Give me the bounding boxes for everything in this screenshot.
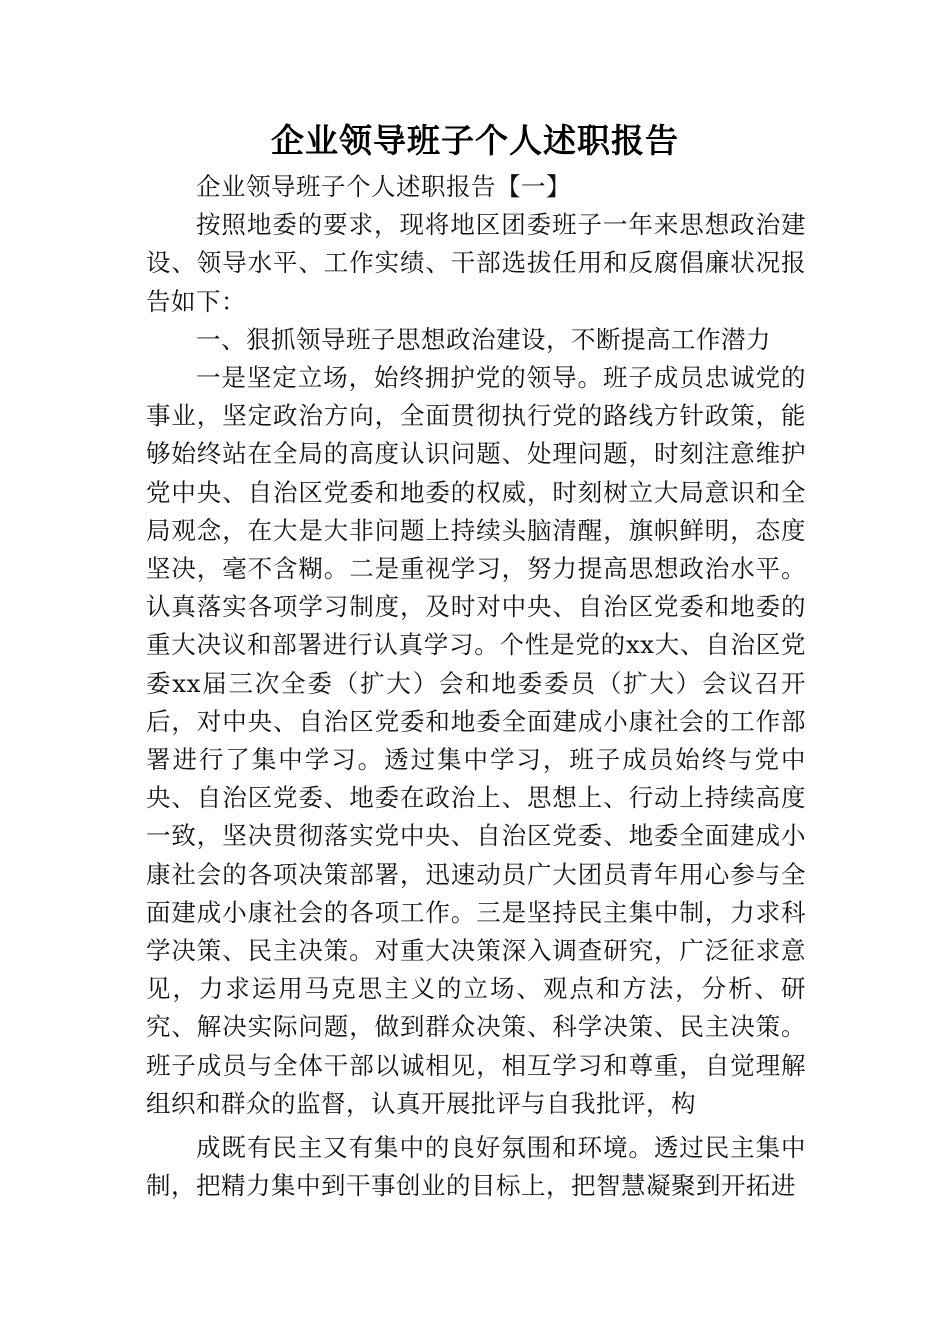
continuation-paragraph: 成既有民主又有集中的良好氛围和环境。透过民主集中制，把精力集中到干事创业的目标上，把智慧凝聚到开拓进	[146, 1133, 806, 1201]
intro-paragraph: 按照地委的要求，现将地区团委班子一年来思想政治建设、领导水平、工作实绩、干部选拔任用和反腐倡廉状况报告如下：	[146, 210, 806, 316]
report-subtitle-paragraph: 企业领导班子个人述职报告【一】	[196, 172, 571, 201]
document-title: 企业领导班子个人述职报告	[271, 121, 679, 160]
section-heading-paragraph: 一、狠抓领导班子思想政治建设，不断提高工作潜力	[196, 324, 771, 354]
body-paragraph: 一是坚定立场，始终拥护党的领导。班子成员忠诚党的事业，坚定政治方向，全面贯彻执行党的路线方针政策，能够始终站在全局的高度认识问题、处理问题，时刻注意维护党中央、自治区党委和地委的权威，时刻树立大局意识和全局观念，在大是大非问题上持续头脑清醒，旗帜鲜明，态度坚决，毫不含糊。二是重视学习，努力提高思想政治水平。认真落实各项学习制度，及时对中央、自治区党委和地委的重大决议和部署进行认真学习。个性是党的xx大、自治区党委xx届三次全委（扩大）会和地委委员（扩大）会议召开后，对中央、自治区党委和地委全面建成小康社会的工作部署进行了集中学习。透过集中学习，班子成员始终与党中央、自治区党委、地委在政治上、思想上、行动上持续高度一致，坚决贯彻落实党中央、自治区党委、地委全面建成小康社会的各项决策部署，迅速动员广大团员青年用心参与全面建成小康社会的各项工作。三是坚持民主集中制，力求科学决策、民主决策。对重大决策深入调查研究，广泛征求意见，力求运用马克思主义的立场、观点和方法，分析、研究、解决实际问题，做到群众决策、科学决策、民主决策。班子成员与全体干部以诚相见，相互学习和尊重，自觉理解组织和群众的监督，认真开展批评与自我批评，构	[146, 363, 806, 1118]
document-body	[146, 168, 806, 1205]
